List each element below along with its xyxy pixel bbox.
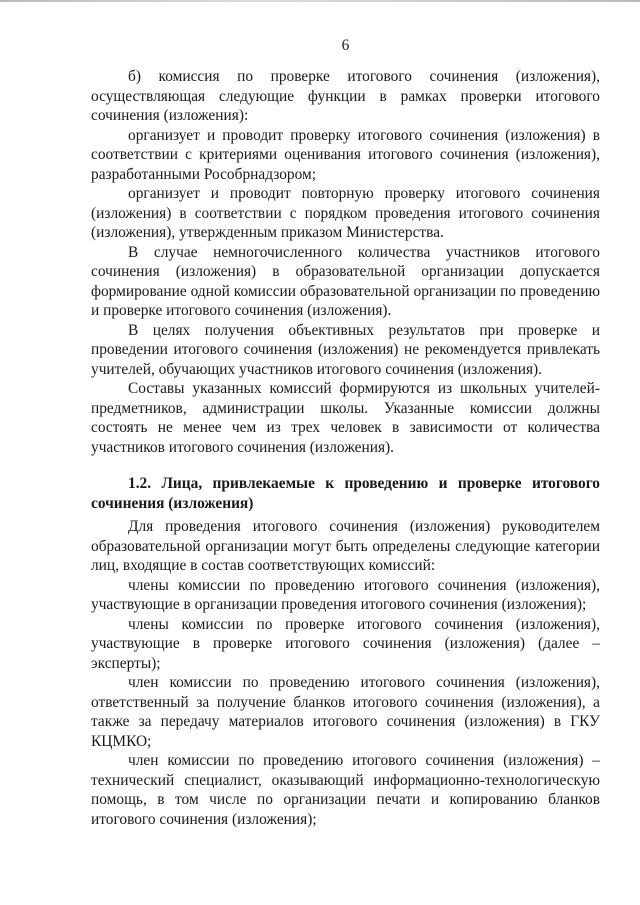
paragraph-organizes-check: организует и проводит проверку итогового сочинения (изложения) в соответствии с критериями оценивания итогового сочинения (изложения), разработанными Рособрнадзором; bbox=[91, 126, 600, 183]
paragraph-categories-intro: Для проведения итогового сочинения (изложения) руководителем образовательной организации могут быть определены следующие категории лиц, входящие в состав соответствующих комиссий: bbox=[91, 518, 600, 574]
list-item-forms-responsible: член комиссии по проведению итогового сочинения (изложения), ответственный за получение бланков итогового сочинения (изложения), а также за передачу материалов итогового сочинения (изложения) в ГКУ КЦМКО; bbox=[91, 674, 600, 750]
section-heading: 1.2. Лица, привлекаемые к проведению и проверке итогового сочинения (изложения) bbox=[91, 475, 600, 512]
scan-edge-line bbox=[0, 0, 640, 2]
paragraph-commission-composition: Составы указанных комиссий формируются из школьных учителей-предметников, администрации школы. Указанные комиссии должны состоять не менее чем из трех человек в зависимости от количества участников итогового сочинения (изложения). bbox=[91, 380, 600, 456]
page-number: 6 bbox=[341, 37, 350, 54]
list-item-experts: члены комиссии по проверке итогового сочинения (изложения), участвующие в проверке итогового сочинения (изложения) (далее – эксперты); bbox=[91, 615, 600, 672]
list-item-technical-specialist: член комиссии по проведению итогового сочинения (изложения) – технический специалист, оказывающий информационно-технологическую помощь, в том числе по организации печати и копированию бланков итогового сочинения (изложения); bbox=[91, 752, 600, 828]
paragraph-objective-results: В целях получения объективных результатов при проверке и проведении итогового сочинения (изложения) не рекомендуется привлекать учителей, обучающих участников итогового сочинения (изложения). bbox=[91, 321, 600, 378]
paragraph-commission-b: б) комиссия по проверке итогового сочинения (изложения), осуществляющая следующие функции в рамках проверки итогового сочинения (изложения): bbox=[91, 68, 600, 124]
list-item-conduct-members: члены комиссии по проведению итогового сочинения (изложения), участвующие в организации проведения итогового сочинения (изложения); bbox=[91, 576, 600, 613]
document-body bbox=[91, 67, 600, 829]
paragraph-few-participants: В случае немногочисленного количества участников итогового сочинения (изложения) в образовательной организации допускается формирование одной комиссии образовательной организации по проведению и проверке итогового сочинения (изложения). bbox=[91, 243, 600, 319]
paragraph-organizes-recheck: организует и проводит повторную проверку итогового сочинения (изложения) в соответствии с порядком проведения итогового сочинения (изложения), утвержденным приказом Министерства. bbox=[91, 185, 600, 241]
